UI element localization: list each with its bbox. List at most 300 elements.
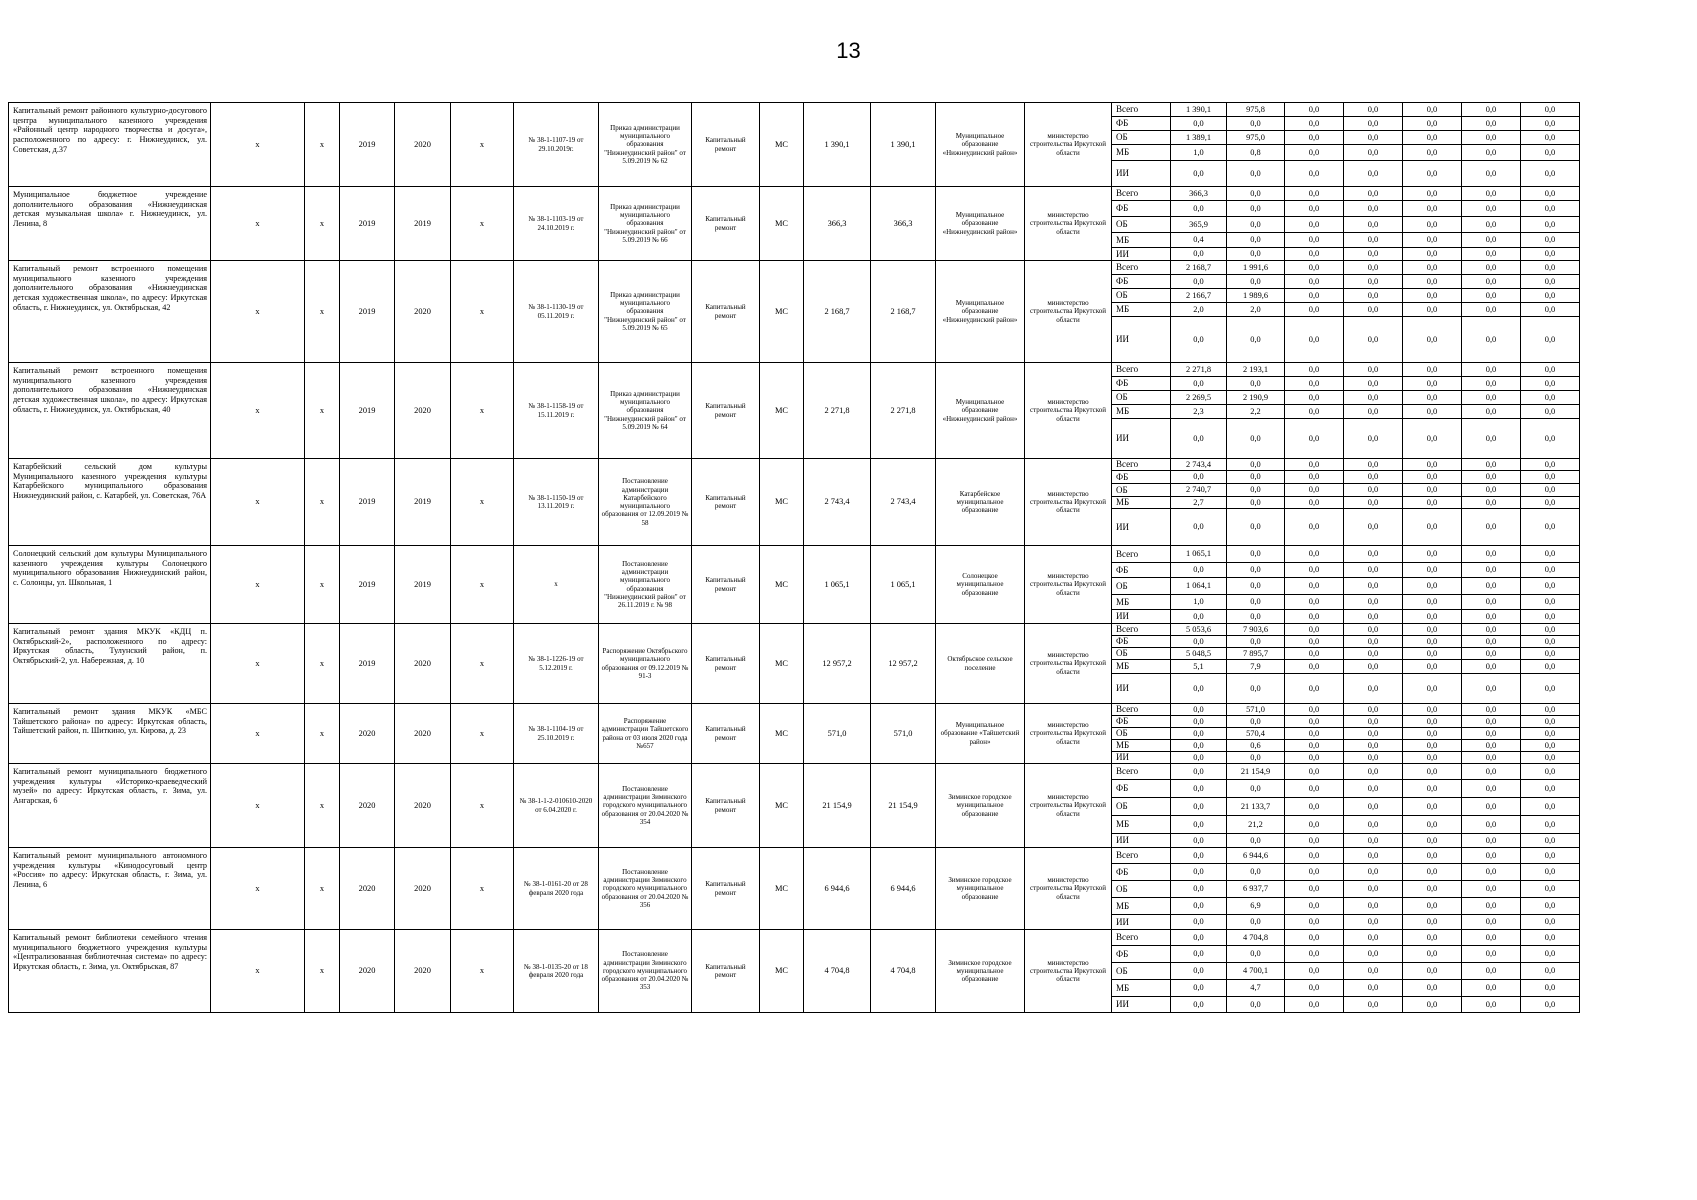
funding-value: 0,0 (1285, 881, 1344, 898)
funding-value: 0,0 (1227, 275, 1285, 289)
funding-value: 0,0 (1171, 740, 1227, 752)
funding-value: 0,0 (1285, 963, 1344, 980)
funding-value: 0,0 (1403, 834, 1462, 848)
funding-value: 0,0 (1344, 610, 1403, 624)
funding-value: 0,0 (1344, 674, 1403, 704)
funding-value: 0,0 (1521, 898, 1580, 915)
end-year: 2019 (395, 459, 451, 546)
funding-value: 1 989,6 (1227, 289, 1285, 303)
funding-value: 0,0 (1521, 363, 1580, 377)
end-year: 2020 (395, 103, 451, 187)
funding-value: 0,0 (1344, 363, 1403, 377)
funding-value: 0,0 (1462, 317, 1521, 363)
funding-value: 0,0 (1285, 980, 1344, 997)
funding-value: 0,0 (1285, 798, 1344, 816)
ownership-form: МС (760, 848, 804, 930)
marker-cell: x (305, 624, 340, 704)
funding-value: 0,0 (1462, 660, 1521, 674)
start-year: 2019 (340, 459, 395, 546)
expertise-conclusion: № 38-1-1150-19 от 13.11.2019 г. (514, 459, 599, 546)
funding-value: 0,0 (1344, 317, 1403, 363)
funding-value: 0,0 (1403, 419, 1462, 459)
funding-value: 0,0 (1403, 963, 1462, 980)
funding-value: 2 743,4 (1171, 459, 1227, 471)
funding-value: 0,0 (1344, 275, 1403, 289)
funding-value: 0,0 (1462, 648, 1521, 660)
funding-source: МБ (1112, 145, 1171, 161)
funding-value: 0,0 (1285, 595, 1344, 610)
funding-value: 0,0 (1462, 704, 1521, 716)
funding-value: 0,0 (1285, 563, 1344, 578)
marker-cell: x (451, 459, 514, 546)
funding-value: 0,0 (1521, 930, 1580, 946)
funding-value: 0,0 (1344, 930, 1403, 946)
funding-value: 0,0 (1521, 563, 1580, 578)
funding-value: 0,0 (1521, 704, 1580, 716)
remaining-cost: 4 704,8 (871, 930, 936, 1013)
funding-source: ФБ (1112, 780, 1171, 798)
table-row (9, 363, 1634, 377)
funding-source: ОБ (1112, 131, 1171, 145)
funding-value: 0,0 (1344, 509, 1403, 546)
funding-value: 0,0 (1403, 816, 1462, 834)
funding-value: 0,0 (1403, 471, 1462, 484)
start-year: 2020 (340, 930, 395, 1013)
funding-value: 0,0 (1403, 303, 1462, 317)
funding-source: МБ (1112, 497, 1171, 509)
funding-value: 0,0 (1462, 674, 1521, 704)
funding-value: 0,0 (1403, 752, 1462, 764)
funding-value: 0,0 (1521, 780, 1580, 798)
funding-value: 0,0 (1285, 816, 1344, 834)
funding-source: ИИ (1112, 317, 1171, 363)
funding-value: 366,3 (1171, 187, 1227, 201)
funding-source: ФБ (1112, 864, 1171, 881)
end-year: 2020 (395, 848, 451, 930)
investment-decision: Постановление администрации Зиминского городского муниципального образования от 20.04.2020 № 354 (599, 764, 692, 848)
funding-value: 0,0 (1521, 509, 1580, 546)
funding-source: ИИ (1112, 419, 1171, 459)
ownership-form: МС (760, 187, 804, 261)
funding-value: 0,0 (1285, 497, 1344, 509)
funding-value: 0,0 (1344, 881, 1403, 898)
investment-decision: Распоряжение Октябрьского муниципального образования от 09.12.2019 № 91-3 (599, 624, 692, 704)
start-year: 2019 (340, 546, 395, 624)
funding-value: 1,0 (1171, 145, 1227, 161)
funding-source: Всего (1112, 764, 1171, 780)
object-name: Капитальный ремонт здания МКУК «КДЦ п. Октябрьский-2», расположенного по адресу: Иркутская область, Тулунский район, п. Октябрьский-2, ул. Набережная, д. 10 (9, 624, 211, 704)
funding-value: 0,0 (1171, 704, 1227, 716)
funding-value: 0,0 (1285, 391, 1344, 405)
funding-value: 0,0 (1403, 248, 1462, 261)
funding-value: 0,0 (1171, 898, 1227, 915)
funding-value: 0,0 (1171, 161, 1227, 187)
funding-value: 0,0 (1462, 864, 1521, 881)
funding-value: 0,0 (1462, 898, 1521, 915)
funding-value: 2,7 (1171, 497, 1227, 509)
funding-value: 0,0 (1403, 980, 1462, 997)
funding-value: 0,0 (1462, 881, 1521, 898)
funding-value: 0,0 (1521, 963, 1580, 980)
funding-source: Всего (1112, 704, 1171, 716)
funding-value: 0,0 (1171, 980, 1227, 997)
ownership-form: МС (760, 930, 804, 1013)
funding-value: 2 190,9 (1227, 391, 1285, 405)
funding-value: 0,0 (1344, 963, 1403, 980)
funding-value: 0,0 (1462, 915, 1521, 930)
funding-value: 0,0 (1227, 595, 1285, 610)
funding-value: 0,0 (1462, 248, 1521, 261)
funding-value: 0,0 (1403, 915, 1462, 930)
funding-value: 0,0 (1344, 377, 1403, 391)
marker-cell: x (305, 546, 340, 624)
funding-source: МБ (1112, 660, 1171, 674)
funding-source: ОБ (1112, 391, 1171, 405)
remaining-cost: 21 154,9 (871, 764, 936, 848)
funding-value: 0,0 (1285, 752, 1344, 764)
funding-value: 2,0 (1171, 303, 1227, 317)
funding-value: 0,0 (1462, 834, 1521, 848)
funding-value: 0,0 (1227, 563, 1285, 578)
remaining-cost: 1 390,1 (871, 103, 936, 187)
ownership-form: МС (760, 624, 804, 704)
table-row (9, 187, 1634, 201)
funding-value: 975,8 (1227, 103, 1285, 117)
funding-source: ИИ (1112, 509, 1171, 546)
funding-value: 0,0 (1403, 704, 1462, 716)
funding-value: 6 937,7 (1227, 881, 1285, 898)
funding-value: 0,0 (1227, 997, 1285, 1013)
funding-value: 0,0 (1462, 187, 1521, 201)
customer: Муниципальное образование «Тайшетский район» (936, 704, 1025, 764)
funding-value: 0,0 (1344, 563, 1403, 578)
funding-value: 0,0 (1171, 752, 1227, 764)
responsible-body: министерство строительства Иркутской области (1025, 363, 1112, 459)
estimated-cost: 2 168,7 (804, 261, 871, 363)
funding-value: 975,0 (1227, 131, 1285, 145)
estimated-cost: 2 271,8 (804, 363, 871, 459)
ownership-form: МС (760, 261, 804, 363)
funding-value: 0,0 (1403, 233, 1462, 248)
table-row (9, 624, 1634, 636)
funding-value: 0,0 (1285, 716, 1344, 728)
funding-value: 6,9 (1227, 898, 1285, 915)
funding-source: Всего (1112, 187, 1171, 201)
funding-value: 0,0 (1227, 674, 1285, 704)
customer: Муниципальное образование «Нижнеудинский район» (936, 103, 1025, 187)
responsible-body: министерство строительства Иркутской области (1025, 624, 1112, 704)
funding-value: 0,0 (1171, 674, 1227, 704)
funding-source: МБ (1112, 740, 1171, 752)
funding-value: 0,0 (1521, 624, 1580, 636)
funding-value: 4 700,1 (1227, 963, 1285, 980)
funding-value: 0,6 (1227, 740, 1285, 752)
funding-value: 0,0 (1521, 798, 1580, 816)
funding-value: 0,0 (1227, 610, 1285, 624)
investment-decision: Постановление администрации Зиминского городского муниципального образования от 20.04.2020 № 356 (599, 848, 692, 930)
expertise-conclusion: № 38-1-1226-19 от 5.12.2019 г. (514, 624, 599, 704)
funding-value: 0,0 (1344, 752, 1403, 764)
funding-value: 0,0 (1403, 377, 1462, 391)
funding-value: 0,0 (1344, 740, 1403, 752)
funding-value: 0,0 (1521, 145, 1580, 161)
expertise-conclusion: № 38-1-1107-19 от 29.10.2019г. (514, 103, 599, 187)
funding-value: 0,0 (1171, 248, 1227, 261)
funding-value: 0,0 (1171, 848, 1227, 864)
marker-cell: x (305, 704, 340, 764)
funding-value: 0,0 (1285, 674, 1344, 704)
funding-value: 0,0 (1171, 117, 1227, 131)
funding-value: 0,0 (1344, 497, 1403, 509)
funding-value: 0,0 (1403, 391, 1462, 405)
object-name: Капитальный ремонт встроенного помещения муниципального казенного учреждения дополнительного образования «Нижнеудинская детская художественная школа», по адресу: Иркутская область, г. Нижнеудинск, ул. Октябрьская, 40 (9, 363, 211, 459)
funding-source: Всего (1112, 459, 1171, 471)
funding-value: 0,0 (1462, 363, 1521, 377)
funding-value: 0,0 (1344, 636, 1403, 648)
responsible-body: министерство строительства Иркутской области (1025, 848, 1112, 930)
customer: Зиминское городское муниципальное образование (936, 764, 1025, 848)
marker-cell: x (305, 764, 340, 848)
funding-value: 0,0 (1403, 103, 1462, 117)
funding-value: 0,0 (1285, 624, 1344, 636)
funding-value: 0,0 (1521, 848, 1580, 864)
funding-value: 0,0 (1344, 834, 1403, 848)
marker-cell: x (305, 103, 340, 187)
object-name: Капитальный ремонт встроенного помещения муниципального казенного учреждения дополнительного образования «Нижнеудинская детская художественная школа», по адресу: Иркутская область, г. Нижнеудинск, ул. Октябрьская, 42 (9, 261, 211, 363)
funding-value: 2,2 (1227, 405, 1285, 419)
funding-value: 0,0 (1285, 303, 1344, 317)
funding-value: 0,0 (1285, 275, 1344, 289)
funding-value: 0,0 (1285, 930, 1344, 946)
funding-value: 0,0 (1344, 471, 1403, 484)
estimated-cost: 6 944,6 (804, 848, 871, 930)
work-type: Капитальный ремонт (692, 103, 760, 187)
funding-value: 0,0 (1403, 217, 1462, 233)
funding-value: 0,0 (1403, 764, 1462, 780)
funding-value: 0,0 (1521, 419, 1580, 459)
funding-source: ОБ (1112, 484, 1171, 497)
funding-value: 0,0 (1462, 419, 1521, 459)
funding-value: 0,0 (1171, 834, 1227, 848)
funding-value: 0,0 (1403, 728, 1462, 740)
end-year: 2020 (395, 764, 451, 848)
work-type: Капитальный ремонт (692, 930, 760, 1013)
table-row (9, 848, 1634, 864)
funding-value: 0,0 (1285, 946, 1344, 963)
expertise-conclusion: № 38-1-1130-19 от 05.11.2019 г. (514, 261, 599, 363)
funding-value: 0,0 (1171, 963, 1227, 980)
funding-value: 0,0 (1462, 578, 1521, 595)
funding-source: ИИ (1112, 834, 1171, 848)
funding-value: 0,0 (1344, 624, 1403, 636)
funding-value: 0,0 (1227, 248, 1285, 261)
funding-value: 0,0 (1521, 131, 1580, 145)
marker-cell: x (211, 764, 305, 848)
customer: Октябрьское сельское поселение (936, 624, 1025, 704)
expertise-conclusion: № 38-1-0161-20 от 28 февраля 2020 года (514, 848, 599, 930)
funding-source: Всего (1112, 930, 1171, 946)
customer: Зиминское городское муниципальное образование (936, 930, 1025, 1013)
funding-value: 1,0 (1171, 595, 1227, 610)
funding-source: ФБ (1112, 946, 1171, 963)
start-year: 2019 (340, 103, 395, 187)
funding-value: 0,0 (1171, 915, 1227, 930)
remaining-cost: 1 065,1 (871, 546, 936, 624)
customer: Муниципальное образование «Нижнеудинский район» (936, 187, 1025, 261)
funding-value: 7,9 (1227, 660, 1285, 674)
ownership-form: МС (760, 764, 804, 848)
end-year: 2020 (395, 624, 451, 704)
funding-source: ИИ (1112, 915, 1171, 930)
funding-value: 0,0 (1285, 997, 1344, 1013)
marker-cell: x (211, 187, 305, 261)
funding-value: 0,0 (1462, 595, 1521, 610)
work-type: Капитальный ремонт (692, 546, 760, 624)
funding-value: 0,0 (1285, 405, 1344, 419)
marker-cell: x (211, 459, 305, 546)
funding-value: 0,0 (1403, 648, 1462, 660)
funding-value: 0,0 (1285, 248, 1344, 261)
funding-value: 0,0 (1171, 780, 1227, 798)
funding-value: 0,0 (1462, 289, 1521, 303)
page-number: 13 (836, 38, 861, 63)
funding-value: 0,0 (1227, 497, 1285, 509)
expertise-conclusion: № 38-1-1103-19 от 24.10.2019 г. (514, 187, 599, 261)
marker-cell: x (211, 261, 305, 363)
funding-value: 0,0 (1403, 509, 1462, 546)
funding-value: 0,0 (1285, 864, 1344, 881)
funding-value: 0,0 (1462, 497, 1521, 509)
funding-value: 0,0 (1285, 780, 1344, 798)
funding-source: ФБ (1112, 201, 1171, 217)
funding-source: ОБ (1112, 728, 1171, 740)
funding-value: 0,0 (1521, 497, 1580, 509)
funding-source: МБ (1112, 980, 1171, 997)
funding-value: 6 944,6 (1227, 848, 1285, 864)
funding-value: 0,0 (1285, 419, 1344, 459)
funding-value: 0,0 (1462, 201, 1521, 217)
funding-source: МБ (1112, 405, 1171, 419)
funding-value: 0,0 (1462, 471, 1521, 484)
funding-value: 0,0 (1521, 261, 1580, 275)
funding-source: МБ (1112, 303, 1171, 317)
funding-value: 0,0 (1171, 610, 1227, 624)
funding-value: 0,0 (1521, 391, 1580, 405)
work-type: Капитальный ремонт (692, 624, 760, 704)
marker-cell: x (211, 363, 305, 459)
marker-cell: x (451, 261, 514, 363)
funding-value: 0,0 (1171, 881, 1227, 898)
funding-value: 0,0 (1521, 117, 1580, 131)
estimated-cost: 12 957,2 (804, 624, 871, 704)
funding-value: 2 166,7 (1171, 289, 1227, 303)
funding-source: ОБ (1112, 289, 1171, 303)
funding-value: 0,0 (1521, 881, 1580, 898)
funding-value: 0,0 (1285, 161, 1344, 187)
funding-source: ОБ (1112, 798, 1171, 816)
funding-value: 0,0 (1285, 648, 1344, 660)
funding-value: 0,0 (1344, 217, 1403, 233)
funding-value: 0,0 (1521, 405, 1580, 419)
funding-value: 0,0 (1521, 595, 1580, 610)
funding-value: 0,0 (1344, 145, 1403, 161)
work-type: Капитальный ремонт (692, 187, 760, 261)
object-name: Катарбейский сельский дом культуры Муниципального казенного учреждения культуры Катарбейского муниципального образования Нижнеудинский район, с. Катарбей, ул. Советская, 76А (9, 459, 211, 546)
ownership-form: МС (760, 704, 804, 764)
funding-value: 0,0 (1462, 816, 1521, 834)
ownership-form: МС (760, 363, 804, 459)
funding-value: 365,9 (1171, 217, 1227, 233)
customer: Катарбейское муниципальное образование (936, 459, 1025, 546)
funding-value: 0,0 (1462, 275, 1521, 289)
funding-value: 0,0 (1227, 834, 1285, 848)
estimated-cost: 2 743,4 (804, 459, 871, 546)
marker-cell: x (451, 363, 514, 459)
remaining-cost: 2 271,8 (871, 363, 936, 459)
responsible-body: министерство строительства Иркутской области (1025, 103, 1112, 187)
funding-value: 0,0 (1462, 405, 1521, 419)
marker-cell: x (451, 930, 514, 1013)
funding-value: 0,0 (1285, 471, 1344, 484)
funding-value: 0,0 (1403, 898, 1462, 915)
funding-value: 0,0 (1171, 471, 1227, 484)
funding-value: 0,0 (1462, 728, 1521, 740)
marker-cell: x (211, 624, 305, 704)
funding-value: 0,0 (1462, 636, 1521, 648)
funding-value: 0,0 (1227, 578, 1285, 595)
estimated-cost: 1 390,1 (804, 103, 871, 187)
funding-value: 0,0 (1462, 764, 1521, 780)
funding-value: 0,0 (1227, 636, 1285, 648)
funding-value: 0,0 (1285, 728, 1344, 740)
object-name: Капитальный ремонт библиотеки семейного чтения муниципального бюджетного учреждения культуры «Централизованная библиотечная система» по адресу: Иркутская область, г. Зима, ул. Октябрьская, 87 (9, 930, 211, 1013)
funding-value: 0,0 (1403, 624, 1462, 636)
funding-value: 0,0 (1462, 963, 1521, 980)
funding-value: 0,0 (1403, 145, 1462, 161)
funding-value: 0,0 (1285, 261, 1344, 275)
ownership-form: МС (760, 103, 804, 187)
funding-value: 0,0 (1462, 546, 1521, 563)
funding-value: 0,0 (1521, 816, 1580, 834)
funding-value: 0,0 (1227, 187, 1285, 201)
objects-table (8, 102, 1634, 1013)
funding-value: 0,0 (1344, 915, 1403, 930)
funding-value: 0,0 (1521, 303, 1580, 317)
funding-value: 0,0 (1462, 459, 1521, 471)
funding-value: 0,0 (1403, 563, 1462, 578)
funding-value: 0,0 (1285, 546, 1344, 563)
funding-value: 0,0 (1344, 946, 1403, 963)
funding-value: 0,0 (1403, 546, 1462, 563)
funding-value: 0,0 (1171, 201, 1227, 217)
funding-value: 0,0 (1403, 610, 1462, 624)
funding-source: МБ (1112, 233, 1171, 248)
funding-value: 0,0 (1521, 946, 1580, 963)
funding-value: 0,0 (1403, 405, 1462, 419)
funding-value: 0,0 (1344, 898, 1403, 915)
marker-cell: x (451, 103, 514, 187)
marker-cell: x (211, 930, 305, 1013)
funding-value: 5 053,6 (1171, 624, 1227, 636)
customer: Муниципальное образование «Нижнеудинский район» (936, 363, 1025, 459)
responsible-body: министерство строительства Иркутской области (1025, 930, 1112, 1013)
funding-source: ИИ (1112, 161, 1171, 187)
funding-value: 0,0 (1521, 915, 1580, 930)
funding-value: 0,0 (1344, 546, 1403, 563)
funding-value: 0,0 (1285, 704, 1344, 716)
funding-value: 571,0 (1227, 704, 1285, 716)
end-year: 2019 (395, 187, 451, 261)
